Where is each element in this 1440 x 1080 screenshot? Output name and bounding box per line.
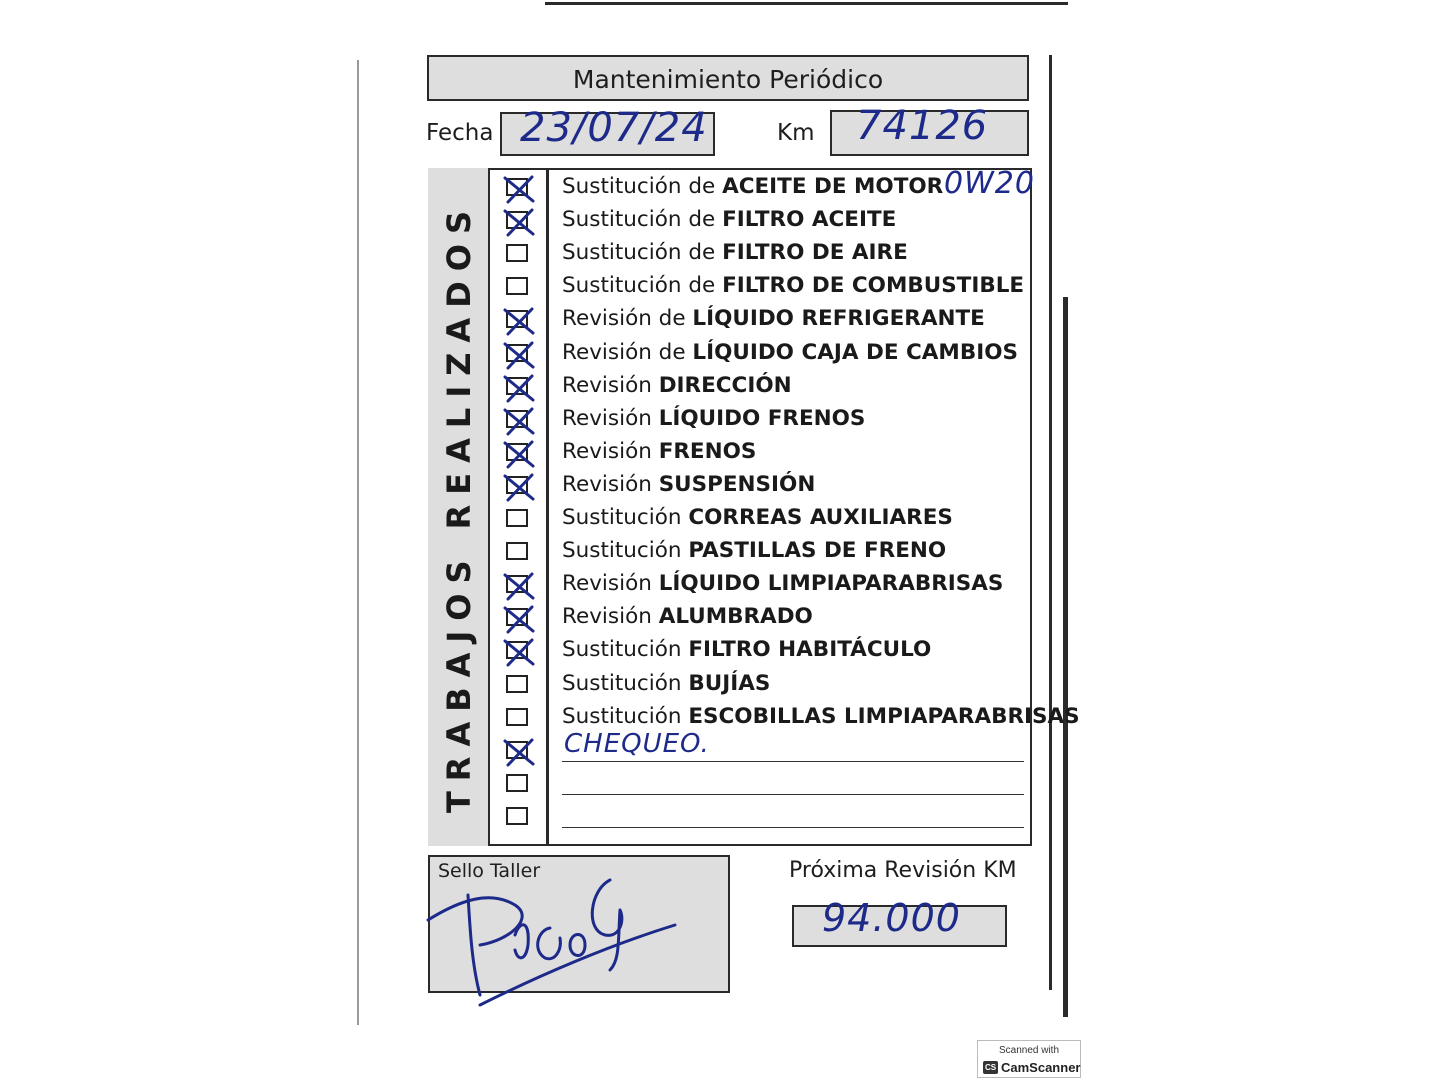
checkbox[interactable] xyxy=(506,675,528,693)
scan-edge-top xyxy=(545,2,1068,5)
oil-grade-note: 0W20 xyxy=(944,166,1035,201)
checkbox-checked[interactable] xyxy=(506,641,528,659)
section-title: TRABAJOS REALIZADOS xyxy=(440,200,478,814)
item-prefix: Revisión xyxy=(562,405,659,431)
checklist-item xyxy=(0,404,1440,437)
item-prefix: Sustitución xyxy=(562,538,689,564)
item-label xyxy=(562,373,792,398)
form-title: Mantenimiento Periódico xyxy=(572,65,884,94)
item-prefix: Revisión de xyxy=(562,339,693,365)
item-label xyxy=(562,174,943,199)
fecha-value: 23/07/24 xyxy=(520,105,708,151)
item-prefix: Sustitución de xyxy=(562,207,723,233)
checklist-item xyxy=(0,503,1440,536)
fecha-label: Fecha xyxy=(426,120,494,146)
item-name: FILTRO ACEITE xyxy=(722,207,897,233)
checklist-item xyxy=(0,602,1440,635)
item-name: FILTRO HABITÁCULO xyxy=(688,637,932,663)
checklist-item xyxy=(0,304,1440,337)
item-prefix: Sustitución xyxy=(562,505,689,530)
checkbox[interactable] xyxy=(506,774,528,792)
item-prefix: Sustitución xyxy=(562,637,689,663)
checkbox-checked[interactable] xyxy=(506,476,528,494)
item-label xyxy=(562,505,953,530)
checkbox[interactable] xyxy=(506,244,528,262)
item-prefix: Sustitución de xyxy=(562,174,723,199)
item-prefix: Revisión xyxy=(562,604,659,630)
signature xyxy=(420,850,690,1010)
item-label xyxy=(562,704,1080,729)
item-name: FRENOS xyxy=(658,438,757,464)
write-in-line[interactable] xyxy=(562,761,1024,763)
scanned-with-text: Scanned with xyxy=(998,1045,1060,1056)
checklist-item xyxy=(0,536,1440,569)
item-label xyxy=(562,240,908,265)
item-label xyxy=(562,538,946,563)
km-label: Km xyxy=(777,120,815,146)
item-prefix: Revisión xyxy=(562,438,659,464)
item-label xyxy=(562,472,815,497)
item-prefix: Sustitución de xyxy=(562,273,723,299)
item-name: PASTILLAS DE FRENO xyxy=(688,538,947,564)
checklist-item xyxy=(0,205,1440,238)
camscanner-logo-icon: CS xyxy=(984,1063,997,1072)
checklist-item xyxy=(0,569,1440,602)
item-name: LÍQUIDO CAJA DE CAMBIOS xyxy=(692,339,1018,365)
checklist-item xyxy=(0,635,1440,668)
item-prefix: Revisión de xyxy=(562,306,693,332)
item-label xyxy=(562,207,896,232)
item-name: LÍQUIDO FRENOS xyxy=(658,405,866,431)
checkbox[interactable] xyxy=(506,542,528,560)
item-prefix: Revisión xyxy=(562,471,659,497)
checkbox-checked[interactable] xyxy=(506,178,528,196)
checklist-item xyxy=(0,271,1440,304)
item-name: FILTRO DE COMBUSTIBLE xyxy=(722,273,1025,299)
item-name: ACEITE DE MOTOR xyxy=(722,174,944,199)
item-name: ESCOBILLAS LIMPIAPARABRISAS xyxy=(688,703,1080,729)
item-label xyxy=(562,340,1018,365)
item-prefix: Revisión xyxy=(562,372,659,398)
write-in-line[interactable] xyxy=(562,827,1024,829)
checkbox-checked[interactable] xyxy=(506,344,528,362)
item-label xyxy=(562,406,865,431)
checkbox-checked[interactable] xyxy=(506,410,528,428)
checklist-item xyxy=(0,371,1440,404)
item-name: ALUMBRADO xyxy=(658,604,813,630)
checkbox-checked[interactable] xyxy=(506,310,528,328)
item-name: DIRECCIÓN xyxy=(658,372,792,398)
checkbox[interactable] xyxy=(506,509,528,527)
item-name: CORREAS AUXILIARES xyxy=(688,505,953,530)
next-revision-label: Próxima Revisión KM xyxy=(789,858,1017,883)
checklist-item xyxy=(0,238,1440,271)
title-box xyxy=(427,55,1029,101)
checklist-item xyxy=(0,172,1440,205)
checklist-item xyxy=(0,702,1440,735)
checklist-item xyxy=(0,437,1440,470)
checkbox-checked[interactable] xyxy=(506,443,528,461)
checklist-item xyxy=(0,669,1440,702)
checkbox[interactable] xyxy=(506,277,528,295)
handwritten-entry: CHEQUEO. xyxy=(564,728,710,759)
item-label xyxy=(562,604,813,629)
item-prefix: Sustitución xyxy=(562,670,689,696)
item-prefix: Revisión xyxy=(562,571,659,597)
extra-line xyxy=(0,768,1440,801)
next-revision-value: 94.000 xyxy=(822,896,961,940)
item-prefix: Sustitución xyxy=(562,703,689,729)
checklist-item xyxy=(0,470,1440,503)
camscanner-watermark xyxy=(977,1040,1081,1078)
checklist-item xyxy=(0,338,1440,371)
item-label xyxy=(562,273,1024,298)
checkbox[interactable] xyxy=(506,708,528,726)
stamp-label: Sello Taller xyxy=(438,860,541,882)
item-label xyxy=(562,637,931,662)
checkbox[interactable] xyxy=(506,807,528,825)
item-label xyxy=(562,306,985,331)
item-label xyxy=(562,671,770,696)
camscanner-name: CamScanner xyxy=(1001,1060,1081,1075)
km-value: 74126 xyxy=(856,103,989,149)
item-name: BUJÍAS xyxy=(688,670,771,696)
checkbox-checked[interactable] xyxy=(506,741,528,759)
item-label xyxy=(562,571,1003,596)
extra-line xyxy=(0,728,1440,768)
item-label xyxy=(562,439,756,464)
item-name: FILTRO DE AIRE xyxy=(722,240,908,266)
checkbox-checked[interactable] xyxy=(506,377,528,395)
item-name: LÍQUIDO LIMPIAPARABRISAS xyxy=(658,571,1004,597)
item-name: SUSPENSIÓN xyxy=(658,471,816,497)
checkbox-checked[interactable] xyxy=(506,575,528,593)
item-name: LÍQUIDO REFRIGERANTE xyxy=(692,306,985,332)
extra-line xyxy=(0,801,1440,834)
checkbox-checked[interactable] xyxy=(506,211,528,229)
item-prefix: Sustitución de xyxy=(562,240,723,266)
checkbox-checked[interactable] xyxy=(506,608,528,626)
write-in-line[interactable] xyxy=(562,794,1024,796)
